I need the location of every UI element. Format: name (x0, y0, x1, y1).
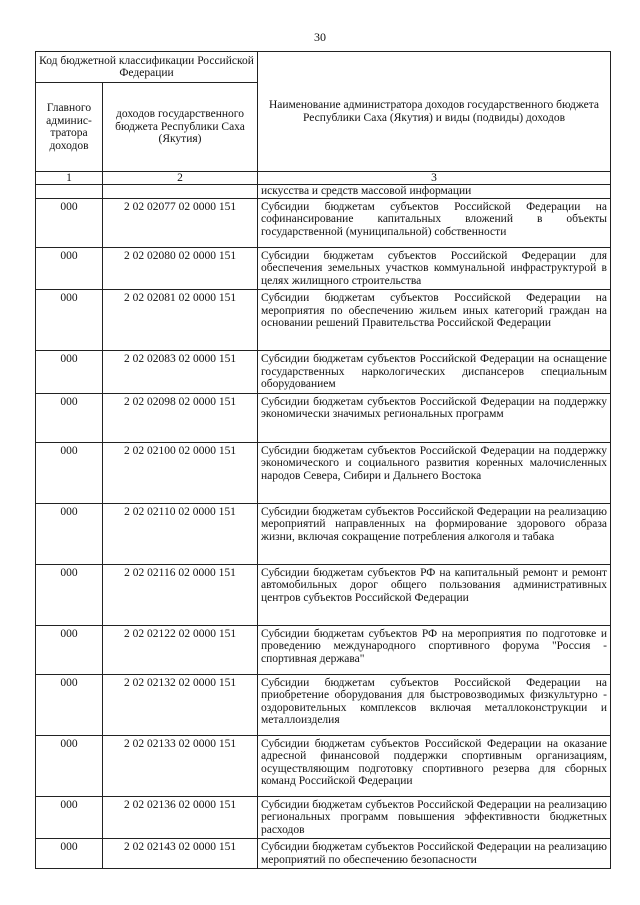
admin-code-cell: 000 (36, 674, 103, 735)
table-row (36, 796, 611, 839)
table-row (36, 247, 611, 290)
admin-code-cell: 000 (36, 503, 103, 564)
revenue-code-cell (103, 185, 258, 199)
revenue-name-cell: Субсидии бюджетам субъектов РФ на мероприятия по подготовке и проведению международного спортивного форума "Россия - спортивная держава" (258, 625, 611, 674)
admin-code-cell: 000 (36, 735, 103, 796)
revenue-name-cell: искусства и средств массовой информации (258, 185, 611, 199)
table-row (36, 185, 611, 199)
table-row (36, 564, 611, 625)
revenue-name-cell: Субсидии бюджетам субъектов Российской Федерации на приобретение оборудования для быстровозводимых физкультурно - оздоровительных комплексов включая металлоконструкции и металлоизделия (258, 674, 611, 735)
revenue-code-cell: 2 02 02132 02 0000 151 (103, 674, 258, 735)
admin-code-cell: 000 (36, 625, 103, 674)
revenue-name-cell: Субсидии бюджетам субъектов Российской Федерации на реализацию региональных программ повышения эффективности бюджетных расходов (258, 796, 611, 839)
revenue-name-cell: Субсидии бюджетам субъектов Российской Федерации на софинансирование капитальных вложений в объекты государственной (муниципальной) собственности (258, 198, 611, 247)
table-row (36, 442, 611, 503)
admin-code-cell: 000 (36, 393, 103, 442)
budget-classification-table (35, 51, 611, 869)
revenue-code-cell: 2 02 02133 02 0000 151 (103, 735, 258, 796)
revenue-name-cell: Субсидии бюджетам субъектов Российской Федерации для обеспечения земельных участков коммунальной инфраструктурой в целях жилищного строительства (258, 247, 611, 290)
revenue-code-cell: 2 02 02083 02 0000 151 (103, 351, 258, 394)
revenue-name-cell: Субсидии бюджетам субъектов Российской Федерации на поддержку экономического и социального развития коренных малочисленных народов Севера, Сибири и Дальнего Востока (258, 442, 611, 503)
admin-code-cell (36, 185, 103, 199)
table-row (36, 674, 611, 735)
revenue-name-cell: Субсидии бюджетам субъектов Российской Федерации на оказание адресной финансовой поддержки спортивным организациям, осуществляющим подготовку спортивного резерва для сборных команд Российской Федерации (258, 735, 611, 796)
revenue-code-cell: 2 02 02100 02 0000 151 (103, 442, 258, 503)
table-row (36, 735, 611, 796)
column-number-1: 1 (36, 172, 103, 185)
table-row (36, 290, 611, 351)
admin-code-cell: 000 (36, 796, 103, 839)
admin-code-cell: 000 (36, 247, 103, 290)
admin-code-cell: 000 (36, 442, 103, 503)
revenue-name-cell: Субсидии бюджетам субъектов Российской Федерации на мероприятия по обеспечению жильем иных категорий граждан на основании решений Правительства Российской Федерации (258, 290, 611, 351)
admin-code-cell: 000 (36, 564, 103, 625)
revenue-name-cell: Субсидии бюджетам субъектов Российской Федерации на реализацию мероприятий направленных на формирование здорового образа жизни, включая сокращение потребления алкоголя и табака (258, 503, 611, 564)
page-number: 30 (314, 30, 326, 44)
admin-column-header: Главного админис-тратора доходов (36, 83, 103, 172)
code-group-header: Код бюджетной классификации Российской Федерации (36, 52, 258, 83)
revenue-code-cell: 2 02 02110 02 0000 151 (103, 503, 258, 564)
revenue-code-cell: 2 02 02077 02 0000 151 (103, 198, 258, 247)
admin-code-cell: 000 (36, 198, 103, 247)
revenue-code-cell: 2 02 02136 02 0000 151 (103, 796, 258, 839)
table-row (36, 839, 611, 869)
revenue-code-cell: 2 02 02143 02 0000 151 (103, 839, 258, 869)
revenue-name-cell: Субсидии бюджетам субъектов РФ на капитальный ремонт и ремонт автомобильных дорог общего пользования административных центров субъектов Российской Федерации (258, 564, 611, 625)
admin-code-cell: 000 (36, 351, 103, 394)
revenue-code-cell: 2 02 02098 02 0000 151 (103, 393, 258, 442)
revenue-code-cell: 2 02 02116 02 0000 151 (103, 564, 258, 625)
revenue-code-column-header: доходов государственного бюджета Республики Саха (Якутия) (103, 83, 258, 172)
revenue-code-cell: 2 02 02081 02 0000 151 (103, 290, 258, 351)
table-row (36, 198, 611, 247)
admin-code-cell: 000 (36, 839, 103, 869)
revenue-code-cell: 2 02 02122 02 0000 151 (103, 625, 258, 674)
revenue-name-cell: Субсидии бюджетам субъектов Российской Федерации на оснащение государственных наркологических диспансеров специальным оборудованием (258, 351, 611, 394)
table-row (36, 625, 611, 674)
revenue-name-cell: Субсидии бюджетам субъектов Российской Федерации на реализацию мероприятий по обеспечению безопасности (258, 839, 611, 869)
table-row (36, 503, 611, 564)
admin-code-cell: 000 (36, 290, 103, 351)
name-column-header: Наименование администратора доходов государственного бюджета Республики Саха (Якутия) и виды (подвиды) доходов (258, 52, 611, 172)
column-number-2: 2 (103, 172, 258, 185)
table-row (36, 393, 611, 442)
column-number-3: 3 (258, 172, 611, 185)
revenue-code-cell: 2 02 02080 02 0000 151 (103, 247, 258, 290)
revenue-name-cell: Субсидии бюджетам субъектов Российской Федерации на поддержку экономически значимых региональных программ (258, 393, 611, 442)
table-row (36, 351, 611, 394)
